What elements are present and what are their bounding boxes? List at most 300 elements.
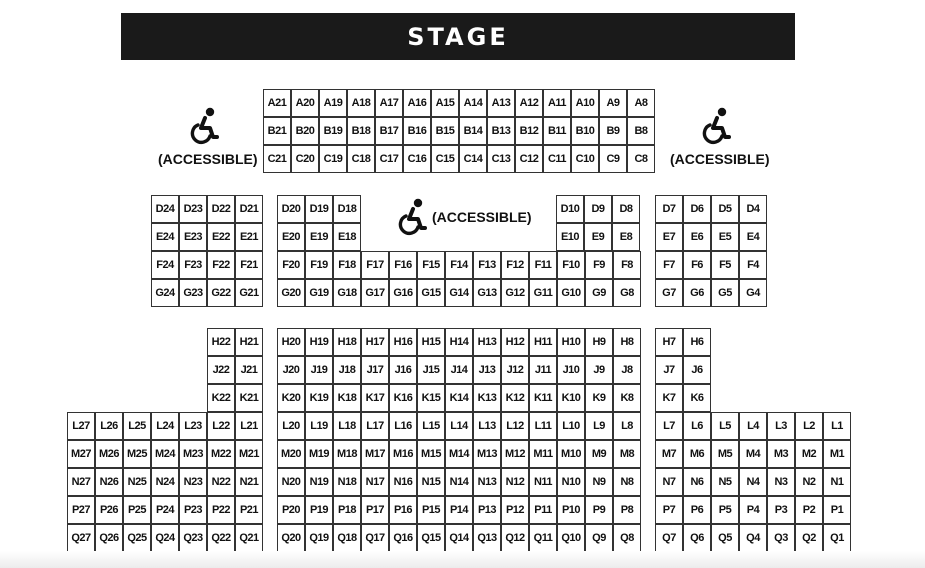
seat-d20[interactable]: D20 bbox=[277, 195, 305, 223]
seat-f14[interactable]: F14 bbox=[445, 251, 473, 279]
seat-n15[interactable]: N15 bbox=[417, 468, 445, 496]
seat-f7[interactable]: F7 bbox=[655, 251, 683, 279]
seat-d5[interactable]: D5 bbox=[711, 195, 739, 223]
seat-m18[interactable]: M18 bbox=[333, 440, 361, 468]
seat-b18[interactable]: B18 bbox=[347, 117, 375, 145]
seat-j9[interactable]: J9 bbox=[585, 356, 613, 384]
seat-q25[interactable]: Q25 bbox=[123, 524, 151, 552]
seat-h22[interactable]: H22 bbox=[207, 328, 235, 356]
seat-f10[interactable]: F10 bbox=[557, 251, 585, 279]
seat-b17[interactable]: B17 bbox=[375, 117, 403, 145]
seat-m13[interactable]: M13 bbox=[473, 440, 501, 468]
seat-f17[interactable]: F17 bbox=[361, 251, 389, 279]
seat-a19[interactable]: A19 bbox=[319, 89, 347, 117]
seat-h18[interactable]: H18 bbox=[333, 328, 361, 356]
seat-n23[interactable]: N23 bbox=[179, 468, 207, 496]
seat-m8[interactable]: M8 bbox=[613, 440, 641, 468]
seat-m12[interactable]: M12 bbox=[501, 440, 529, 468]
seat-g21[interactable]: G21 bbox=[235, 279, 263, 307]
seat-m4[interactable]: M4 bbox=[739, 440, 767, 468]
seat-c14[interactable]: C14 bbox=[459, 145, 487, 173]
seat-e23[interactable]: E23 bbox=[179, 223, 207, 251]
seat-q12[interactable]: Q12 bbox=[501, 524, 529, 552]
seat-m27[interactable]: M27 bbox=[67, 440, 95, 468]
seat-a8[interactable]: A8 bbox=[627, 89, 655, 117]
seat-a12[interactable]: A12 bbox=[515, 89, 543, 117]
seat-n7[interactable]: N7 bbox=[655, 468, 683, 496]
seat-e24[interactable]: E24 bbox=[151, 223, 179, 251]
seat-p3[interactable]: P3 bbox=[767, 496, 795, 524]
seat-p7[interactable]: P7 bbox=[655, 496, 683, 524]
seat-f6[interactable]: F6 bbox=[683, 251, 711, 279]
seat-l24[interactable]: L24 bbox=[151, 412, 179, 440]
seat-b15[interactable]: B15 bbox=[431, 117, 459, 145]
seat-m15[interactable]: M15 bbox=[417, 440, 445, 468]
seat-n26[interactable]: N26 bbox=[95, 468, 123, 496]
seat-m11[interactable]: M11 bbox=[529, 440, 557, 468]
seat-q1[interactable]: Q1 bbox=[823, 524, 851, 552]
seat-d8[interactable]: D8 bbox=[612, 195, 640, 223]
seat-p25[interactable]: P25 bbox=[123, 496, 151, 524]
seat-b11[interactable]: B11 bbox=[543, 117, 571, 145]
seat-l5[interactable]: L5 bbox=[711, 412, 739, 440]
seat-k18[interactable]: K18 bbox=[333, 384, 361, 412]
seat-m14[interactable]: M14 bbox=[445, 440, 473, 468]
seat-d18[interactable]: D18 bbox=[333, 195, 361, 223]
seat-k12[interactable]: K12 bbox=[501, 384, 529, 412]
seat-p20[interactable]: P20 bbox=[277, 496, 305, 524]
seat-h10[interactable]: H10 bbox=[557, 328, 585, 356]
seat-b8[interactable]: B8 bbox=[627, 117, 655, 145]
seat-j6[interactable]: J6 bbox=[683, 356, 711, 384]
seat-m21[interactable]: M21 bbox=[235, 440, 263, 468]
seat-b19[interactable]: B19 bbox=[319, 117, 347, 145]
seat-g6[interactable]: G6 bbox=[683, 279, 711, 307]
seat-m5[interactable]: M5 bbox=[711, 440, 739, 468]
seat-n22[interactable]: N22 bbox=[207, 468, 235, 496]
seat-q2[interactable]: Q2 bbox=[795, 524, 823, 552]
seat-q10[interactable]: Q10 bbox=[557, 524, 585, 552]
seat-k14[interactable]: K14 bbox=[445, 384, 473, 412]
seat-f16[interactable]: F16 bbox=[389, 251, 417, 279]
seat-p23[interactable]: P23 bbox=[179, 496, 207, 524]
seat-f19[interactable]: F19 bbox=[305, 251, 333, 279]
seat-q4[interactable]: Q4 bbox=[739, 524, 767, 552]
seat-f18[interactable]: F18 bbox=[333, 251, 361, 279]
seat-e4[interactable]: E4 bbox=[739, 223, 767, 251]
seat-p19[interactable]: P19 bbox=[305, 496, 333, 524]
seat-a21[interactable]: A21 bbox=[263, 89, 291, 117]
seat-q11[interactable]: Q11 bbox=[529, 524, 557, 552]
seat-g7[interactable]: G7 bbox=[655, 279, 683, 307]
seat-c16[interactable]: C16 bbox=[403, 145, 431, 173]
seat-n11[interactable]: N11 bbox=[529, 468, 557, 496]
seat-q20[interactable]: Q20 bbox=[277, 524, 305, 552]
seat-l11[interactable]: L11 bbox=[529, 412, 557, 440]
seat-g12[interactable]: G12 bbox=[501, 279, 529, 307]
seat-e7[interactable]: E7 bbox=[655, 223, 683, 251]
seat-a10[interactable]: A10 bbox=[571, 89, 599, 117]
stage-banner: STAGE bbox=[121, 13, 795, 60]
seat-k19[interactable]: K19 bbox=[305, 384, 333, 412]
seat-a16[interactable]: A16 bbox=[403, 89, 431, 117]
seat-a13[interactable]: A13 bbox=[487, 89, 515, 117]
seat-l18[interactable]: L18 bbox=[333, 412, 361, 440]
seat-b20[interactable]: B20 bbox=[291, 117, 319, 145]
seat-e19[interactable]: E19 bbox=[305, 223, 333, 251]
seat-a9[interactable]: A9 bbox=[599, 89, 627, 117]
seat-f5[interactable]: F5 bbox=[711, 251, 739, 279]
seat-l27[interactable]: L27 bbox=[67, 412, 95, 440]
seat-h21[interactable]: H21 bbox=[235, 328, 263, 356]
seat-h17[interactable]: H17 bbox=[361, 328, 389, 356]
seat-n8[interactable]: N8 bbox=[613, 468, 641, 496]
seat-f9[interactable]: F9 bbox=[585, 251, 613, 279]
seat-m22[interactable]: M22 bbox=[207, 440, 235, 468]
seat-f20[interactable]: F20 bbox=[277, 251, 305, 279]
seat-h6[interactable]: H6 bbox=[683, 328, 711, 356]
seat-c12[interactable]: C12 bbox=[515, 145, 543, 173]
seat-g22[interactable]: G22 bbox=[207, 279, 235, 307]
seat-p6[interactable]: P6 bbox=[683, 496, 711, 524]
seat-h16[interactable]: H16 bbox=[389, 328, 417, 356]
seat-l9[interactable]: L9 bbox=[585, 412, 613, 440]
seat-k11[interactable]: K11 bbox=[529, 384, 557, 412]
seat-k20[interactable]: K20 bbox=[277, 384, 305, 412]
seat-n16[interactable]: N16 bbox=[389, 468, 417, 496]
seat-l12[interactable]: L12 bbox=[501, 412, 529, 440]
seat-q24[interactable]: Q24 bbox=[151, 524, 179, 552]
seat-h13[interactable]: H13 bbox=[473, 328, 501, 356]
seat-m3[interactable]: M3 bbox=[767, 440, 795, 468]
seat-e20[interactable]: E20 bbox=[277, 223, 305, 251]
seat-j11[interactable]: J11 bbox=[529, 356, 557, 384]
seat-n17[interactable]: N17 bbox=[361, 468, 389, 496]
seat-e18[interactable]: E18 bbox=[333, 223, 361, 251]
seat-p22[interactable]: P22 bbox=[207, 496, 235, 524]
seat-q26[interactable]: Q26 bbox=[95, 524, 123, 552]
seat-g4[interactable]: G4 bbox=[739, 279, 767, 307]
seat-q5[interactable]: Q5 bbox=[711, 524, 739, 552]
seat-f4[interactable]: F4 bbox=[739, 251, 767, 279]
seat-n21[interactable]: N21 bbox=[235, 468, 263, 496]
seat-l17[interactable]: L17 bbox=[361, 412, 389, 440]
seat-p16[interactable]: P16 bbox=[389, 496, 417, 524]
seat-a17[interactable]: A17 bbox=[375, 89, 403, 117]
seat-q16[interactable]: Q16 bbox=[389, 524, 417, 552]
seat-b12[interactable]: B12 bbox=[515, 117, 543, 145]
seat-q15[interactable]: Q15 bbox=[417, 524, 445, 552]
seat-p9[interactable]: P9 bbox=[585, 496, 613, 524]
seat-e5[interactable]: E5 bbox=[711, 223, 739, 251]
seat-j17[interactable]: J17 bbox=[361, 356, 389, 384]
seat-p17[interactable]: P17 bbox=[361, 496, 389, 524]
seat-j15[interactable]: J15 bbox=[417, 356, 445, 384]
seat-k10[interactable]: K10 bbox=[557, 384, 585, 412]
seat-l8[interactable]: L8 bbox=[613, 412, 641, 440]
seat-j13[interactable]: J13 bbox=[473, 356, 501, 384]
seat-h20[interactable]: H20 bbox=[277, 328, 305, 356]
seat-p5[interactable]: P5 bbox=[711, 496, 739, 524]
seat-l14[interactable]: L14 bbox=[445, 412, 473, 440]
seat-a18[interactable]: A18 bbox=[347, 89, 375, 117]
seat-h12[interactable]: H12 bbox=[501, 328, 529, 356]
seat-a11[interactable]: A11 bbox=[543, 89, 571, 117]
seat-d10[interactable]: D10 bbox=[556, 195, 584, 223]
seat-l7[interactable]: L7 bbox=[655, 412, 683, 440]
seat-q27[interactable]: Q27 bbox=[67, 524, 95, 552]
seat-e8[interactable]: E8 bbox=[612, 223, 640, 251]
seat-c17[interactable]: C17 bbox=[375, 145, 403, 173]
seat-g5[interactable]: G5 bbox=[711, 279, 739, 307]
accessible-label: (ACCESSIBLE) bbox=[158, 151, 258, 167]
seat-p13[interactable]: P13 bbox=[473, 496, 501, 524]
seat-q21[interactable]: Q21 bbox=[235, 524, 263, 552]
seat-g8[interactable]: G8 bbox=[613, 279, 641, 307]
seat-g13[interactable]: G13 bbox=[473, 279, 501, 307]
seat-j8[interactable]: J8 bbox=[613, 356, 641, 384]
seat-d23[interactable]: D23 bbox=[179, 195, 207, 223]
seat-n14[interactable]: N14 bbox=[445, 468, 473, 496]
seat-f13[interactable]: F13 bbox=[473, 251, 501, 279]
seat-j22[interactable]: J22 bbox=[207, 356, 235, 384]
seat-f23[interactable]: F23 bbox=[179, 251, 207, 279]
seat-f8[interactable]: F8 bbox=[613, 251, 641, 279]
seat-j7[interactable]: J7 bbox=[655, 356, 683, 384]
seat-k8[interactable]: K8 bbox=[613, 384, 641, 412]
seat-q3[interactable]: Q3 bbox=[767, 524, 795, 552]
seat-n13[interactable]: N13 bbox=[473, 468, 501, 496]
seat-l1[interactable]: L1 bbox=[823, 412, 851, 440]
seat-n6[interactable]: N6 bbox=[683, 468, 711, 496]
seat-c8[interactable]: C8 bbox=[627, 145, 655, 173]
seat-g11[interactable]: G11 bbox=[529, 279, 557, 307]
seat-e6[interactable]: E6 bbox=[683, 223, 711, 251]
seat-f15[interactable]: F15 bbox=[417, 251, 445, 279]
seat-c9[interactable]: C9 bbox=[599, 145, 627, 173]
seat-g9[interactable]: G9 bbox=[585, 279, 613, 307]
seat-l16[interactable]: L16 bbox=[389, 412, 417, 440]
seat-d24[interactable]: D24 bbox=[151, 195, 179, 223]
seat-p14[interactable]: P14 bbox=[445, 496, 473, 524]
seat-m17[interactable]: M17 bbox=[361, 440, 389, 468]
seat-g17[interactable]: G17 bbox=[361, 279, 389, 307]
seat-c21[interactable]: C21 bbox=[263, 145, 291, 173]
seat-m10[interactable]: M10 bbox=[557, 440, 585, 468]
seat-m25[interactable]: M25 bbox=[123, 440, 151, 468]
seat-c15[interactable]: C15 bbox=[431, 145, 459, 173]
seat-h14[interactable]: H14 bbox=[445, 328, 473, 356]
seat-n5[interactable]: N5 bbox=[711, 468, 739, 496]
seat-l10[interactable]: L10 bbox=[557, 412, 585, 440]
seat-q6[interactable]: Q6 bbox=[683, 524, 711, 552]
seat-l26[interactable]: L26 bbox=[95, 412, 123, 440]
seat-e21[interactable]: E21 bbox=[235, 223, 263, 251]
seat-g20[interactable]: G20 bbox=[277, 279, 305, 307]
seat-k7[interactable]: K7 bbox=[655, 384, 683, 412]
seat-b10[interactable]: B10 bbox=[571, 117, 599, 145]
seat-q17[interactable]: Q17 bbox=[361, 524, 389, 552]
seat-j20[interactable]: J20 bbox=[277, 356, 305, 384]
seat-j16[interactable]: J16 bbox=[389, 356, 417, 384]
seat-h19[interactable]: H19 bbox=[305, 328, 333, 356]
seat-m9[interactable]: M9 bbox=[585, 440, 613, 468]
seat-p12[interactable]: P12 bbox=[501, 496, 529, 524]
seat-g23[interactable]: G23 bbox=[179, 279, 207, 307]
seat-q13[interactable]: Q13 bbox=[473, 524, 501, 552]
seat-k16[interactable]: K16 bbox=[389, 384, 417, 412]
seat-k22[interactable]: K22 bbox=[207, 384, 235, 412]
seat-d9[interactable]: D9 bbox=[584, 195, 612, 223]
seat-m6[interactable]: M6 bbox=[683, 440, 711, 468]
seat-p26[interactable]: P26 bbox=[95, 496, 123, 524]
seat-n1[interactable]: N1 bbox=[823, 468, 851, 496]
seat-l25[interactable]: L25 bbox=[123, 412, 151, 440]
seat-d22[interactable]: D22 bbox=[207, 195, 235, 223]
seat-j10[interactable]: J10 bbox=[557, 356, 585, 384]
seat-m16[interactable]: M16 bbox=[389, 440, 417, 468]
seat-n10[interactable]: N10 bbox=[557, 468, 585, 496]
seat-j12[interactable]: J12 bbox=[501, 356, 529, 384]
seat-l2[interactable]: L2 bbox=[795, 412, 823, 440]
seat-n9[interactable]: N9 bbox=[585, 468, 613, 496]
seat-m1[interactable]: M1 bbox=[823, 440, 851, 468]
seat-g10[interactable]: G10 bbox=[557, 279, 585, 307]
seat-b21[interactable]: B21 bbox=[263, 117, 291, 145]
seat-l3[interactable]: L3 bbox=[767, 412, 795, 440]
seat-p11[interactable]: P11 bbox=[529, 496, 557, 524]
seat-l19[interactable]: L19 bbox=[305, 412, 333, 440]
seat-m24[interactable]: M24 bbox=[151, 440, 179, 468]
seat-n4[interactable]: N4 bbox=[739, 468, 767, 496]
seat-p27[interactable]: P27 bbox=[67, 496, 95, 524]
seat-g15[interactable]: G15 bbox=[417, 279, 445, 307]
seat-n24[interactable]: N24 bbox=[151, 468, 179, 496]
seat-a15[interactable]: A15 bbox=[431, 89, 459, 117]
seat-j19[interactable]: J19 bbox=[305, 356, 333, 384]
seat-l4[interactable]: L4 bbox=[739, 412, 767, 440]
seat-q22[interactable]: Q22 bbox=[207, 524, 235, 552]
seat-f21[interactable]: F21 bbox=[235, 251, 263, 279]
seat-c10[interactable]: C10 bbox=[571, 145, 599, 173]
seat-h8[interactable]: H8 bbox=[613, 328, 641, 356]
seat-g24[interactable]: G24 bbox=[151, 279, 179, 307]
seat-h7[interactable]: H7 bbox=[655, 328, 683, 356]
seat-q23[interactable]: Q23 bbox=[179, 524, 207, 552]
seat-g18[interactable]: G18 bbox=[333, 279, 361, 307]
seat-l15[interactable]: L15 bbox=[417, 412, 445, 440]
seat-p2[interactable]: P2 bbox=[795, 496, 823, 524]
seat-k13[interactable]: K13 bbox=[473, 384, 501, 412]
seat-c11[interactable]: C11 bbox=[543, 145, 571, 173]
seat-f12[interactable]: F12 bbox=[501, 251, 529, 279]
seat-j21[interactable]: J21 bbox=[235, 356, 263, 384]
seat-n20[interactable]: N20 bbox=[277, 468, 305, 496]
seat-j14[interactable]: J14 bbox=[445, 356, 473, 384]
seat-c18[interactable]: C18 bbox=[347, 145, 375, 173]
seat-l22[interactable]: L22 bbox=[207, 412, 235, 440]
seat-h11[interactable]: H11 bbox=[529, 328, 557, 356]
seat-q7[interactable]: Q7 bbox=[655, 524, 683, 552]
seat-f24[interactable]: F24 bbox=[151, 251, 179, 279]
seat-p8[interactable]: P8 bbox=[613, 496, 641, 524]
seat-m2[interactable]: M2 bbox=[795, 440, 823, 468]
seat-p18[interactable]: P18 bbox=[333, 496, 361, 524]
seat-n27[interactable]: N27 bbox=[67, 468, 95, 496]
seat-b13[interactable]: B13 bbox=[487, 117, 515, 145]
seat-m26[interactable]: M26 bbox=[95, 440, 123, 468]
seat-d4[interactable]: D4 bbox=[739, 195, 767, 223]
seat-e10[interactable]: E10 bbox=[556, 223, 584, 251]
seat-p1[interactable]: P1 bbox=[823, 496, 851, 524]
seat-h15[interactable]: H15 bbox=[417, 328, 445, 356]
seat-b16[interactable]: B16 bbox=[403, 117, 431, 145]
seat-d21[interactable]: D21 bbox=[235, 195, 263, 223]
seat-q18[interactable]: Q18 bbox=[333, 524, 361, 552]
seat-n18[interactable]: N18 bbox=[333, 468, 361, 496]
seat-p10[interactable]: P10 bbox=[557, 496, 585, 524]
seat-p21[interactable]: P21 bbox=[235, 496, 263, 524]
seat-p4[interactable]: P4 bbox=[739, 496, 767, 524]
seat-d19[interactable]: D19 bbox=[305, 195, 333, 223]
seat-d7[interactable]: D7 bbox=[655, 195, 683, 223]
seat-n19[interactable]: N19 bbox=[305, 468, 333, 496]
seat-e22[interactable]: E22 bbox=[207, 223, 235, 251]
seat-g14[interactable]: G14 bbox=[445, 279, 473, 307]
seat-j18[interactable]: J18 bbox=[333, 356, 361, 384]
seat-d6[interactable]: D6 bbox=[683, 195, 711, 223]
seat-n25[interactable]: N25 bbox=[123, 468, 151, 496]
seat-p15[interactable]: P15 bbox=[417, 496, 445, 524]
seat-k21[interactable]: K21 bbox=[235, 384, 263, 412]
seat-l6[interactable]: L6 bbox=[683, 412, 711, 440]
seat-c13[interactable]: C13 bbox=[487, 145, 515, 173]
seat-q9[interactable]: Q9 bbox=[585, 524, 613, 552]
seat-n2[interactable]: N2 bbox=[795, 468, 823, 496]
seat-c20[interactable]: C20 bbox=[291, 145, 319, 173]
seat-k6[interactable]: K6 bbox=[683, 384, 711, 412]
seat-l21[interactable]: L21 bbox=[235, 412, 263, 440]
seat-n12[interactable]: N12 bbox=[501, 468, 529, 496]
seat-b9[interactable]: B9 bbox=[599, 117, 627, 145]
seat-h9[interactable]: H9 bbox=[585, 328, 613, 356]
seat-c19[interactable]: C19 bbox=[319, 145, 347, 173]
seat-g19[interactable]: G19 bbox=[305, 279, 333, 307]
seat-q8[interactable]: Q8 bbox=[613, 524, 641, 552]
seat-m23[interactable]: M23 bbox=[179, 440, 207, 468]
seat-a14[interactable]: A14 bbox=[459, 89, 487, 117]
seat-m20[interactable]: M20 bbox=[277, 440, 305, 468]
seat-b14[interactable]: B14 bbox=[459, 117, 487, 145]
seat-m7[interactable]: M7 bbox=[655, 440, 683, 468]
seat-k15[interactable]: K15 bbox=[417, 384, 445, 412]
seat-f22[interactable]: F22 bbox=[207, 251, 235, 279]
seat-g16[interactable]: G16 bbox=[389, 279, 417, 307]
seat-m19[interactable]: M19 bbox=[305, 440, 333, 468]
seat-l23[interactable]: L23 bbox=[179, 412, 207, 440]
seat-e9[interactable]: E9 bbox=[584, 223, 612, 251]
seat-l13[interactable]: L13 bbox=[473, 412, 501, 440]
seat-q19[interactable]: Q19 bbox=[305, 524, 333, 552]
seat-f11[interactable]: F11 bbox=[529, 251, 557, 279]
seat-l20[interactable]: L20 bbox=[277, 412, 305, 440]
seat-p24[interactable]: P24 bbox=[151, 496, 179, 524]
seat-k17[interactable]: K17 bbox=[361, 384, 389, 412]
seat-k9[interactable]: K9 bbox=[585, 384, 613, 412]
seat-a20[interactable]: A20 bbox=[291, 89, 319, 117]
seat-n3[interactable]: N3 bbox=[767, 468, 795, 496]
seat-q14[interactable]: Q14 bbox=[445, 524, 473, 552]
